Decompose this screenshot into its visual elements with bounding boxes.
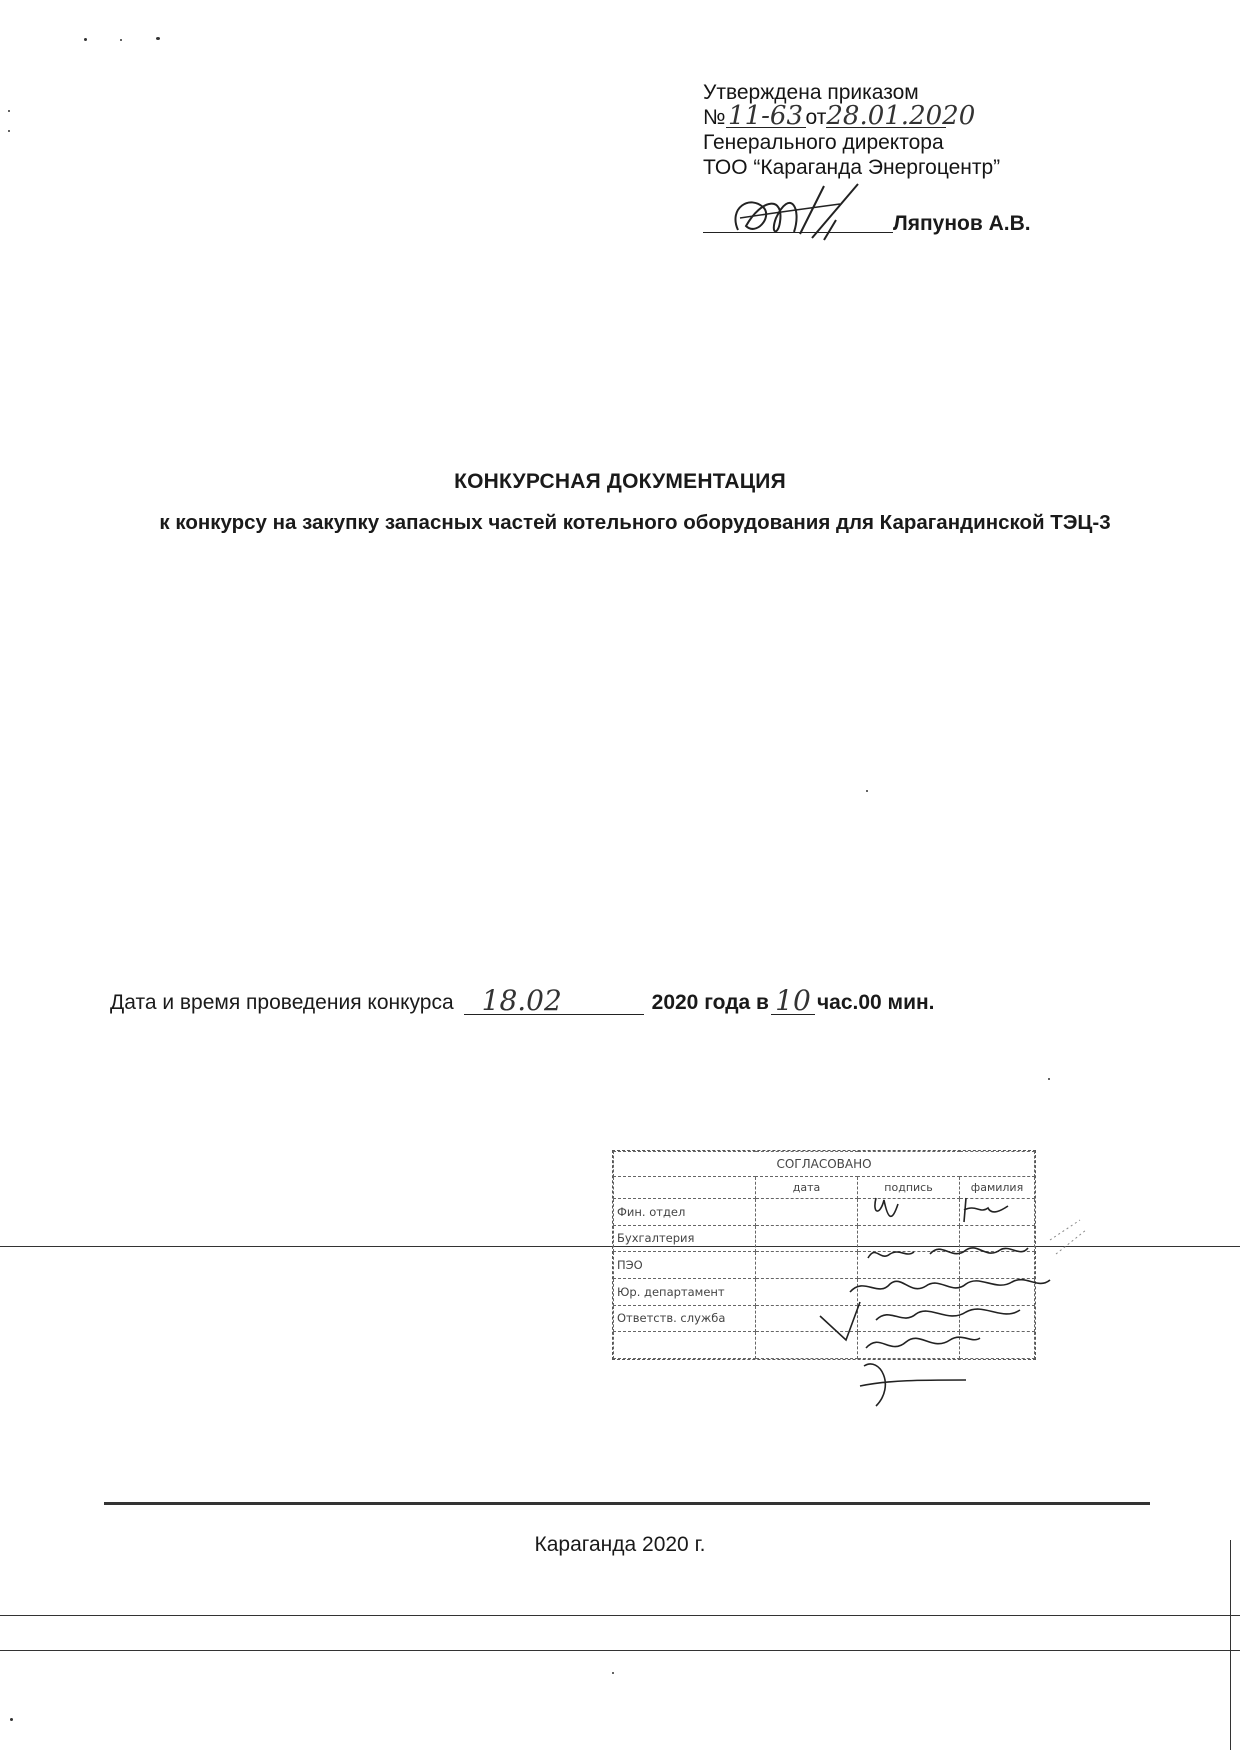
- contest-date-handwritten: 18.02: [464, 988, 644, 1015]
- order-date-handwritten: 28.01.2020: [826, 101, 976, 131]
- order-date-prefix: от: [805, 106, 827, 129]
- stamp-col-header: дата: [756, 1176, 858, 1198]
- document-title: КОНКУРСНАЯ ДОКУМЕНТАЦИЯ: [454, 470, 786, 493]
- stamp-row-label: Фин. отдел: [614, 1198, 756, 1225]
- stamp-row-label: Бухгалтерия: [614, 1225, 756, 1252]
- contest-year-text: 2020 года в: [651, 991, 769, 1014]
- order-number-prefix: №: [703, 106, 726, 129]
- stamp-col-header: подпись: [858, 1176, 960, 1198]
- order-number-handwritten: 11-63: [726, 105, 806, 128]
- stamp-row-label: Юр. департамент: [614, 1278, 756, 1305]
- contest-time-text: час.00 мин.: [816, 991, 935, 1014]
- datetime-label: Дата и время проведения конкурса: [110, 991, 454, 1014]
- stamp-row-label: ПЭО: [614, 1252, 756, 1279]
- document-subtitle: к конкурсу на закупку запасных частей котельного оборудования для Карагандинской ТЭЦ-3: [159, 511, 1111, 534]
- stamp-col-header: [614, 1176, 756, 1198]
- approval-line-3: Генерального директора: [703, 131, 944, 154]
- scan-rule-3: [0, 1650, 1240, 1651]
- signer-name: Ляпунов А.В.: [893, 212, 1031, 235]
- approval-block: [703, 80, 1000, 180]
- stamp-col-header: фамилия: [960, 1176, 1035, 1198]
- approval-line-4: ТОО “Караганда Энергоцентр”: [703, 156, 1001, 179]
- approval-line-1: Утверждена приказом: [703, 81, 919, 104]
- scan-margin-line: [1230, 1540, 1231, 1750]
- contest-hour-handwritten: 10: [771, 988, 815, 1015]
- stamp-row-label: [614, 1332, 756, 1359]
- stamp-signatures: [780, 1180, 1090, 1420]
- stamp-row-label: Ответств. служба: [614, 1305, 756, 1332]
- contest-datetime: [110, 984, 935, 1017]
- footer-city-year: Караганда 2020 г.: [534, 1533, 706, 1556]
- stamp-title: СОГЛАСОВАНО: [614, 1152, 1035, 1177]
- footer-rule: [104, 1502, 1150, 1505]
- signature-line: [703, 212, 893, 233]
- scan-rule-2: [0, 1615, 1240, 1616]
- approval-order-line: [703, 101, 1000, 131]
